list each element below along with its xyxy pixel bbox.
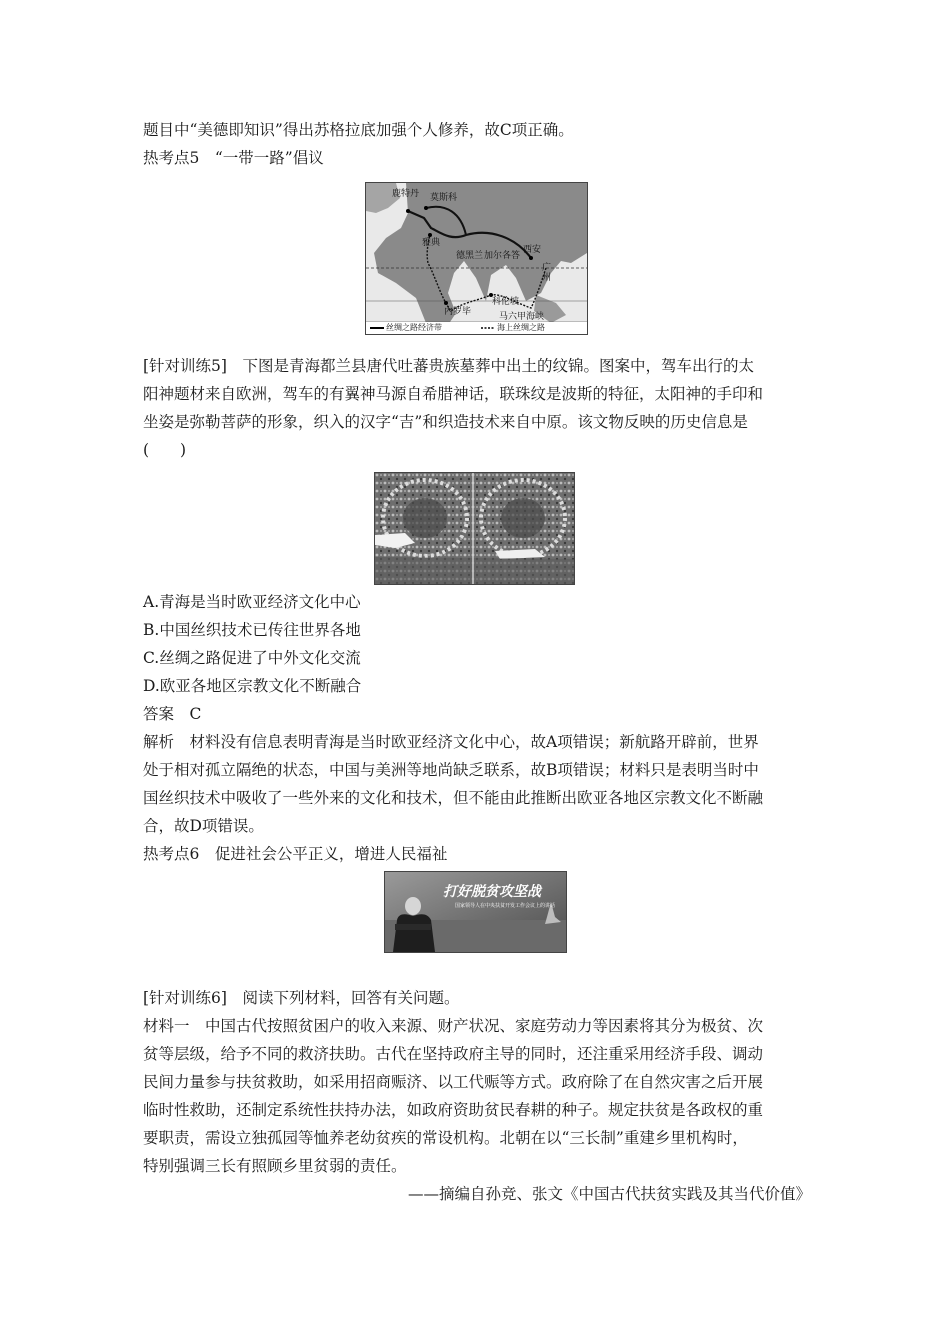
material-line: 材料一 中国古代按照贫困户的收入来源、财产状况、家庭劳动力等因素将其分为极贫、次 (143, 1017, 764, 1035)
text-line: ( ) (143, 441, 187, 459)
legend-belt: 丝绸之路经济带 (386, 323, 442, 332)
map-label-athens: 雅典 (422, 238, 441, 248)
source-citation: ——摘编自孙竞、张文《中国古代扶贫实践及其当代价值》 (407, 1185, 811, 1203)
banner-title: 打好脱贫攻坚战 (443, 884, 541, 900)
brocade-graphic (375, 473, 574, 584)
silk-road-map (365, 182, 588, 335)
analysis-line: 合，故D项错误。 (143, 817, 264, 835)
map-label-tehran: 德黑兰 (456, 251, 484, 261)
section-heading-hot5: 热考点5 “一带一路”倡议 (143, 149, 324, 167)
analysis-line: 处于相对孤立隔绝的状态，中国与美洲等地尚缺乏联系，故B项错误；材料只是表明当时中 (143, 761, 759, 779)
map-label-rotterdam: 鹿特丹 (392, 189, 420, 199)
map-label-malacca: 马六甲海峡 (499, 312, 545, 322)
section-heading-hot6: 热考点6 促进社会公平正义，增进人民福祉 (143, 845, 448, 863)
brocade-image (374, 472, 575, 585)
analysis-line: 解析 材料没有信息表明青海是当时欧亚经济文化中心，故A项错误；新航路开辟前，世界 (143, 733, 759, 751)
map-label-colombo: 科伦坡 (492, 297, 520, 307)
map-label-moscow: 莫斯科 (430, 193, 458, 203)
text-line: [针对训练5] 下图是青海都兰县唐代吐蕃贵族墓葬中出土的纹锦。图案中，驾车出行的太 (143, 357, 754, 375)
banner-subtitle: 国家领导人在中央扶贫开发工作会议上的讲话 (455, 903, 556, 909)
material-line: 要职责，需设立独孤园等恤养老幼贫疾的常设机构。北朝在以“三长制”重建乡里机构时， (143, 1129, 748, 1147)
analysis-line: 国丝织技术中吸收了一些外来的文化和技术，但不能由此推断出欧亚各地区宗教文化不断融 (143, 789, 764, 807)
material-line: 民间力量参与扶贫救助，如采用招商赈济、以工代赈等方式。政府除了在自然灾害之后开展 (143, 1073, 764, 1091)
material-line: 临时性救助，还制定系统性扶持办法，如政府资助贫民春耕的种子。规定扶贫是各政权的重 (143, 1101, 764, 1119)
answer-line: 答案 C (143, 705, 202, 723)
map-label-xian: 西安 (523, 245, 542, 255)
text-line: [针对训练6] 阅读下列材料，回答有关问题。 (143, 989, 460, 1007)
legend-road: 海上丝绸之路 (497, 323, 545, 332)
option-a: A.青海是当时欧亚经济文化中心 (143, 593, 361, 611)
poverty-campaign-banner (384, 871, 567, 953)
map-label-guangzhou: 广州 (542, 263, 552, 283)
map-label-nairobi: 内罗毕 (444, 307, 472, 317)
option-d: D.欧亚各地区宗教文化不断融合 (143, 677, 362, 695)
material-line: 贫等层级，给予不同的救济扶助。古代在坚持政府主导的同时，还注重采用经济手段、调动 (143, 1045, 764, 1063)
text-line: 坐姿是弥勒菩萨的形象，织入的汉字“吉”和织造技术来自中原。该文物反映的历史信息是 (143, 413, 748, 431)
option-c: C.丝绸之路促进了中外文化交流 (143, 649, 361, 667)
map-label-kolkata: 加尔各答 (484, 251, 521, 261)
option-b: B.中国丝织技术已传往世界各地 (143, 621, 361, 639)
material-line: 特别强调三长有照顾乡里贫弱的责任。 (143, 1157, 407, 1175)
text-line: 题目中“美德即知识”得出苏格拉底加强个人修养，故C项正确。 (143, 121, 574, 139)
text-line: 阳神题材来自欧洲，驾车的有翼神马源自希腊神话，联珠纹是波斯的特征，太阳神的手印和 (143, 385, 764, 403)
